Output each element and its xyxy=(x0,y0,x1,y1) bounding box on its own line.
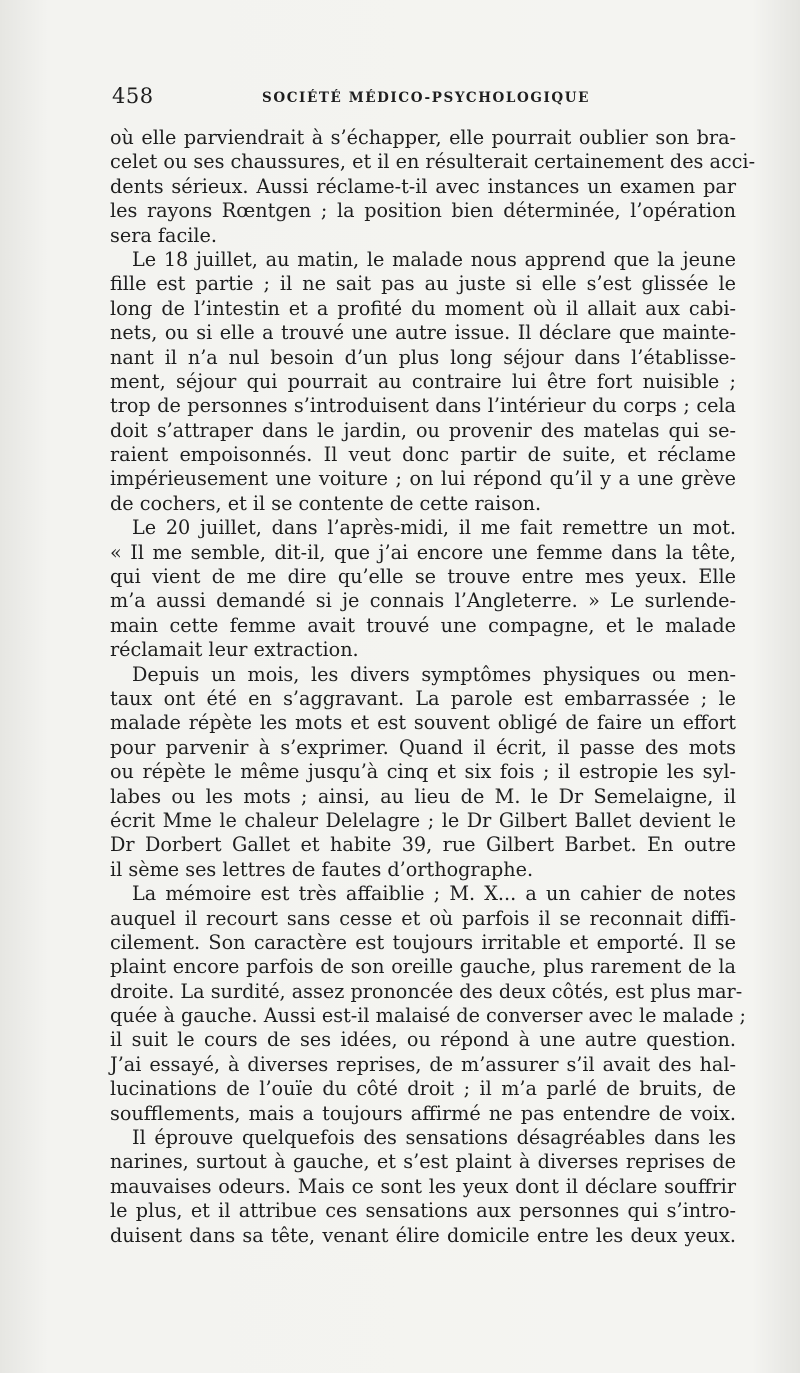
text-line: raient empoisonnés. Il veut donc partir de suite, et réclame xyxy=(110,443,736,467)
text-line: il sème ses lettres de fautes d’orthographe. xyxy=(110,857,534,881)
text-line: celet ou ses chaussures, et il en résulterait certainement des acci- xyxy=(110,150,756,174)
text-line: ment, séjour qui pourrait au contraire lui être fort nuisible ; xyxy=(110,369,736,393)
text-line: fille est partie ; il ne sait pas au juste si elle s’est glissée le xyxy=(110,272,736,296)
text-line: de cochers, et il se contente de cette raison. xyxy=(110,491,542,515)
text-line: plaint encore parfois de son oreille gauche, plus rarement de la xyxy=(110,955,736,979)
text-line: qui vient de me dire qu’elle se trouve entre mes yeux. Elle xyxy=(110,565,736,589)
text-line: quée à gauche. Aussi est-il malaisé de converser avec le malade ; xyxy=(110,1004,746,1028)
text-line: nets, ou si elle a trouvé une autre issue. Il déclare que mainte- xyxy=(110,321,736,345)
text-line: « Il me semble, dit-il, que j’ai encore une femme dans la tête, xyxy=(110,540,736,564)
text-line: réclamait leur extraction. xyxy=(110,638,359,662)
text-line: le plus, et il attribue ces sensations aux personnes qui s’intro- xyxy=(110,1199,736,1223)
text-line: les rayons Rœntgen ; la position bien déterminée, l’opération xyxy=(110,199,736,223)
text-line: J’ai essayé, à diverses reprises, de m’assurer s’il avait des hal- xyxy=(110,1052,736,1076)
text-line: La mémoire est très affaiblie ; M. X... a un cahier de notes xyxy=(132,882,736,906)
text-line: main cette femme avait trouvé une compagne, et le malade xyxy=(110,613,736,637)
text-line: trop de personnes s’introduisent dans l’intérieur du corps ; cela xyxy=(110,394,736,418)
text-line: Le 20 juillet, dans l’après-midi, il me fait remettre un mot. xyxy=(132,516,736,540)
text-line: lucinations de l’ouïe du côté droit ; il m’a parlé de bruits, de xyxy=(110,1077,736,1101)
text-line: cilement. Son caractère est toujours irritable et emporté. Il se xyxy=(110,930,736,954)
text-line: duisent dans sa tête, venant élire domicile entre les deux yeux. xyxy=(110,1223,736,1247)
text-line: mauvaises odeurs. Mais ce sont les yeux dont il déclare souffrir xyxy=(110,1174,736,1198)
text-line: Le 18 juillet, au matin, le malade nous apprend que la jeune xyxy=(132,247,736,271)
text-line: écrit Mme le chaleur Delelagre ; le Dr Gilbert Ballet devient le xyxy=(110,808,736,832)
text-line: nant il n’a nul besoin d’un plus long séjour dans l’établisse- xyxy=(110,345,736,369)
body-text xyxy=(110,126,756,1248)
text-line: Il éprouve quelquefois des sensations désagréables dans les xyxy=(132,1126,736,1150)
text-line: malade répète les mots et est souvent obligé de faire un effort xyxy=(110,711,736,735)
running-head: SOCIÉTÉ MÉDICO-PSYCHOLOGIQUE xyxy=(262,90,591,106)
text-line: il suit le cours de ses idées, ou répond à une autre question. xyxy=(110,1028,736,1052)
text-line: Dr Dorbert Gallet et habite 39, rue Gilbert Barbet. En outre xyxy=(110,833,736,857)
text-line: sera facile. xyxy=(110,223,217,247)
text-line: labes ou les mots ; ainsi, au lieu de M. le Dr Semelaigne, il xyxy=(110,784,736,808)
page-number: 458 xyxy=(112,84,154,108)
text-line: pour parvenir à s’exprimer. Quand il écrit, il passe des mots xyxy=(110,735,736,759)
text-line: Depuis un mois, les divers symptômes physiques ou men- xyxy=(132,662,736,686)
text-line: long de l’intestin et a profité du moment où il allait aux cabi- xyxy=(110,296,736,320)
page-header xyxy=(112,84,732,118)
text-line: taux ont été en s’aggravant. La parole est embarrassée ; le xyxy=(110,686,736,710)
text-line: impérieusement une voiture ; on lui répond qu’il y a une grève xyxy=(110,467,736,491)
text-line: ou répète le même jusqu’à cinq et six fois ; il estropie les syl- xyxy=(110,760,736,784)
text-line: doit s’attraper dans le jardin, ou provenir des matelas qui se- xyxy=(110,418,736,442)
text-line: où elle parviendrait à s’échapper, elle pourrait oublier son bra- xyxy=(110,126,736,149)
text-line: narines, surtout à gauche, et s’est plaint à diverses reprises de xyxy=(110,1150,736,1174)
text-line: auquel il recourt sans cesse et où parfois il se reconnait diffi- xyxy=(110,906,736,930)
text-line: dents sérieux. Aussi réclame-t-il avec instances un examen par xyxy=(110,174,736,198)
text-line: droite. La surdité, assez prononcée des deux côtés, est plus mar- xyxy=(110,979,743,1003)
text-line: m’a aussi demandé si je connais l’Angleterre. » Le surlende- xyxy=(110,589,736,613)
text-line: soufflements, mais a toujours affirmé ne pas entendre de voix. xyxy=(110,1101,736,1125)
